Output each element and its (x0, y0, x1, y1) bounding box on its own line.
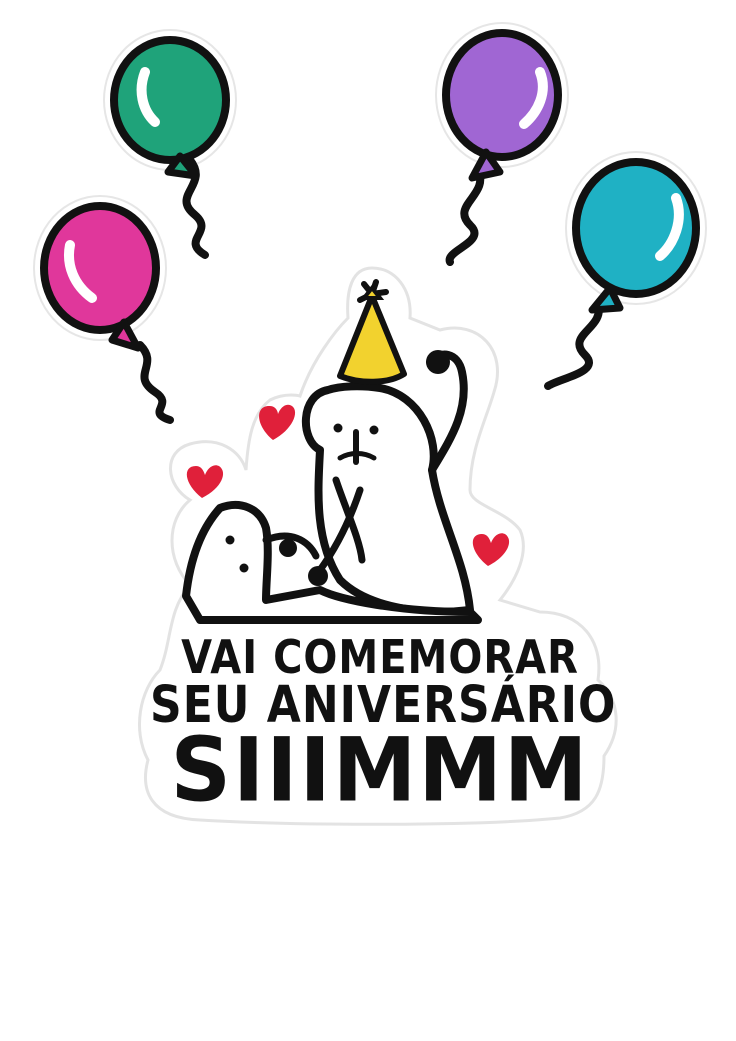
pink-balloon-icon (34, 196, 170, 420)
caption-line-2: SEU ANIVERSÁRIO (150, 676, 617, 735)
caption-line-1: VAI COMEMORAR (181, 631, 579, 685)
cyan-balloon-icon (548, 152, 706, 386)
caption-line-3: SIIIMMM (170, 718, 590, 822)
purple-balloon-icon (436, 23, 568, 262)
